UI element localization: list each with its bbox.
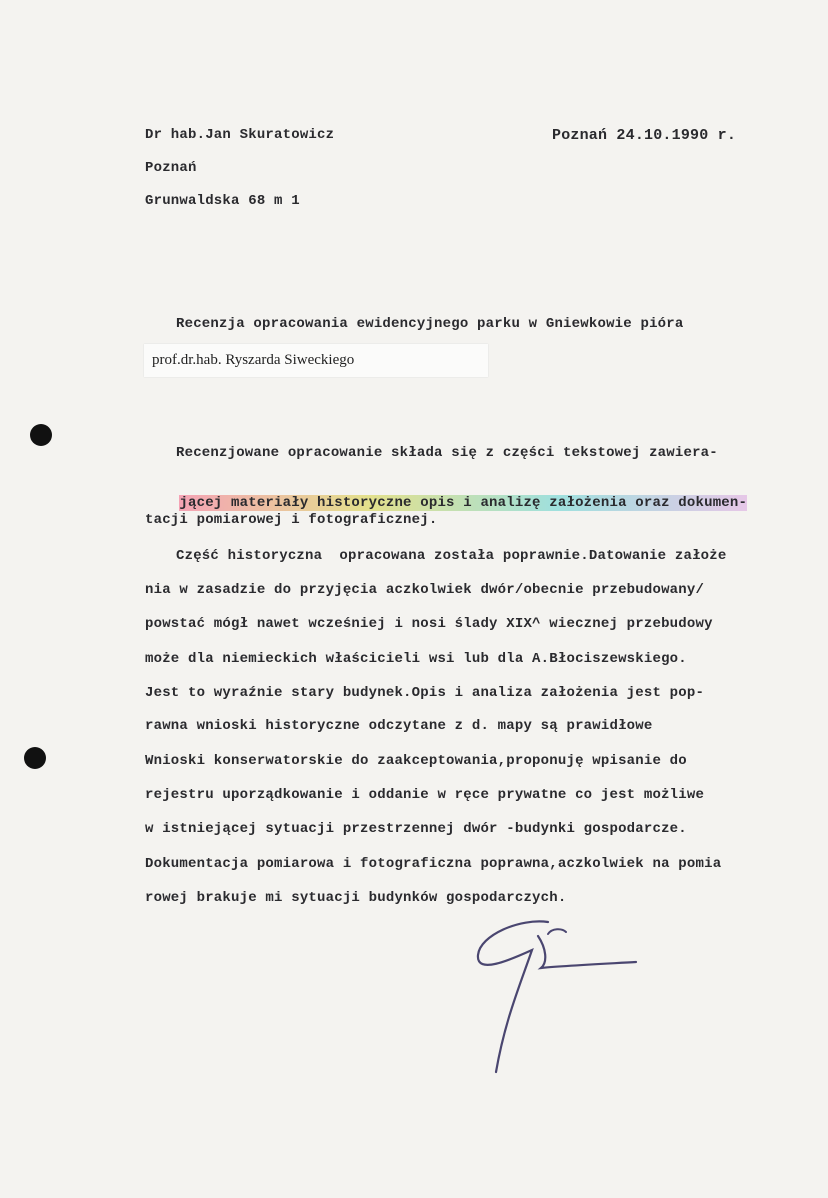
body-line-4: Część historyczna opracowana została poprawnie.Datowanie założe (176, 548, 727, 564)
sender-street: Grunwaldska 68 m 1 (145, 193, 300, 209)
subject-line-2: prof.dr.hab. Ryszarda Siweckiego (152, 352, 355, 368)
body-line-6: powstać mógł nawet wcześniej i nosi ślady XIX^ wiecznej przebudowy (145, 616, 713, 632)
body-line-5: nia w zasadzie do przyjęcia aczkolwiek dwór/obecnie przebudowany/ (145, 582, 705, 598)
subject-line-1: Recenzja opracowania ewidencyjnego parku w Gniewkowie pióra (176, 316, 684, 332)
body-line-11: rejestru uporządkowanie i oddanie w ręce prywatne co jest możliwe (145, 787, 705, 803)
body-line-10: Wnioski konserwatorskie do zaakceptowania,proponuję wpisanie do (145, 753, 687, 769)
body-line-9: rawna wnioski historyczne odczytane z d. mapy są prawidłowe (145, 718, 653, 734)
body-line-8: Jest to wyraźnie stary budynek.Opis i analiza założenia jest pop- (145, 685, 705, 701)
body-line-13: Dokumentacja pomiarowa i fotograficzna poprawna,aczkolwiek na pomia (145, 856, 722, 872)
body-line-3: tacji pomiarowej i fotograficznej. (145, 512, 438, 528)
body-line-12: w istniejącej sytuacji przestrzennej dwór -budynki gospodarcze. (145, 821, 687, 837)
sender-name: Dr hab.Jan Skuratowicz (145, 127, 335, 143)
sender-city: Poznań (145, 160, 197, 176)
highlighted-text: jącej materiały historyczne opis i analizę założenia oraz dokumen- (179, 495, 748, 511)
body-line-1: Recenzjowane opracowanie składa się z części tekstowej zawiera- (176, 445, 718, 461)
date-line: Poznań 24.10.1990 r. (552, 127, 737, 144)
body-line-7: może dla niemieckich właścicieli wsi lub dla A.Błociszewskiego. (145, 651, 687, 667)
body-line-14: rowej brakuje mi sytuacji budynków gospodarczych. (145, 890, 567, 906)
